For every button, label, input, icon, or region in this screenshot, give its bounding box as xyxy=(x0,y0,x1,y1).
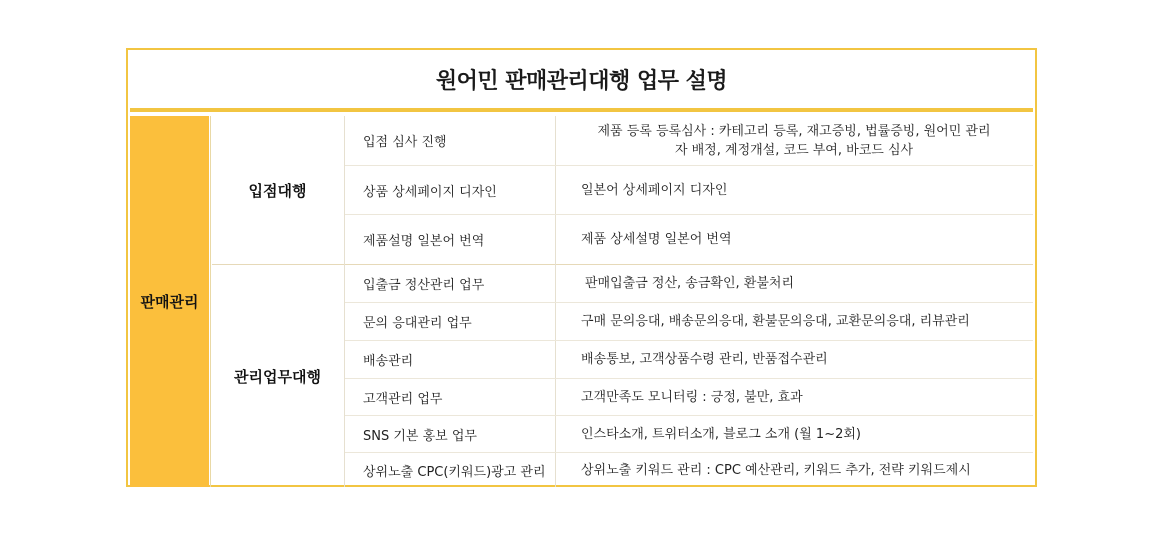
desc-cell: 고객만족도 모니터링 : 긍정, 불만, 효과 xyxy=(581,389,803,405)
service-table xyxy=(126,48,1037,487)
table-row xyxy=(345,379,1033,415)
desc-cell: 일본어 상세페이지 디자인 xyxy=(581,182,728,198)
task-cell: 제품설명 일본어 번역 xyxy=(363,234,485,249)
table-row xyxy=(345,265,1033,302)
desc-cell: 상위노출 키워드 관리 : CPC 예산관리, 키워드 추가, 전략 키워드제시 xyxy=(581,462,971,478)
desc-cell: 인스타소개, 트위터소개, 블로그 소개 (월 1~2회) xyxy=(581,426,861,442)
task-cell: 고객관리 업무 xyxy=(363,391,443,407)
desc-cell: 배송통보, 고객상품수령 관리, 반품접수관리 xyxy=(581,352,828,367)
table-row xyxy=(345,416,1033,452)
task-cell: 상품 상세페이지 디자인 xyxy=(363,184,497,200)
category-cell: 판매관리 xyxy=(130,116,209,487)
table-row xyxy=(345,453,1033,487)
page-title: 원어민 판매관리대행 업무 설명 xyxy=(435,68,728,94)
desc-cell: 구매 문의응대, 배송문의응대, 환불문의응대, 교환문의응대, 리뷰관리 xyxy=(581,314,970,329)
task-cell: 배송관리 xyxy=(363,354,414,369)
group-label-store-entry: 입점대행 xyxy=(248,181,307,200)
table-row xyxy=(345,166,1033,214)
desc-cell: 판매입출금 정산, 송금확인, 환불처리 xyxy=(585,276,795,291)
table-row xyxy=(345,341,1033,378)
divider xyxy=(210,116,211,487)
group-label-management: 관리업무대행 xyxy=(234,367,321,386)
task-cell: SNS 기본 홍보 업무 xyxy=(363,428,477,444)
table-row xyxy=(345,215,1033,264)
task-cell: 문의 응대관리 업무 xyxy=(363,316,472,331)
table-row xyxy=(345,303,1033,340)
task-cell: 상위노출 CPC(키워드)광고 관리 xyxy=(363,464,546,480)
title-divider xyxy=(130,108,1033,112)
desc-cell: 제품 등록 등록심사 : 카테고리 등록, 재고증빙, 법률증빙, 원어민 관리자 배정, 계정개설, 코드 부여, 바코드 심사 xyxy=(597,123,991,158)
desc-cell: 제품 상세설명 일본어 번역 xyxy=(581,232,732,247)
task-cell: 입점 심사 진행 xyxy=(363,135,447,150)
table-row xyxy=(345,116,1033,165)
task-cell: 입출금 정산관리 업무 xyxy=(363,278,485,293)
